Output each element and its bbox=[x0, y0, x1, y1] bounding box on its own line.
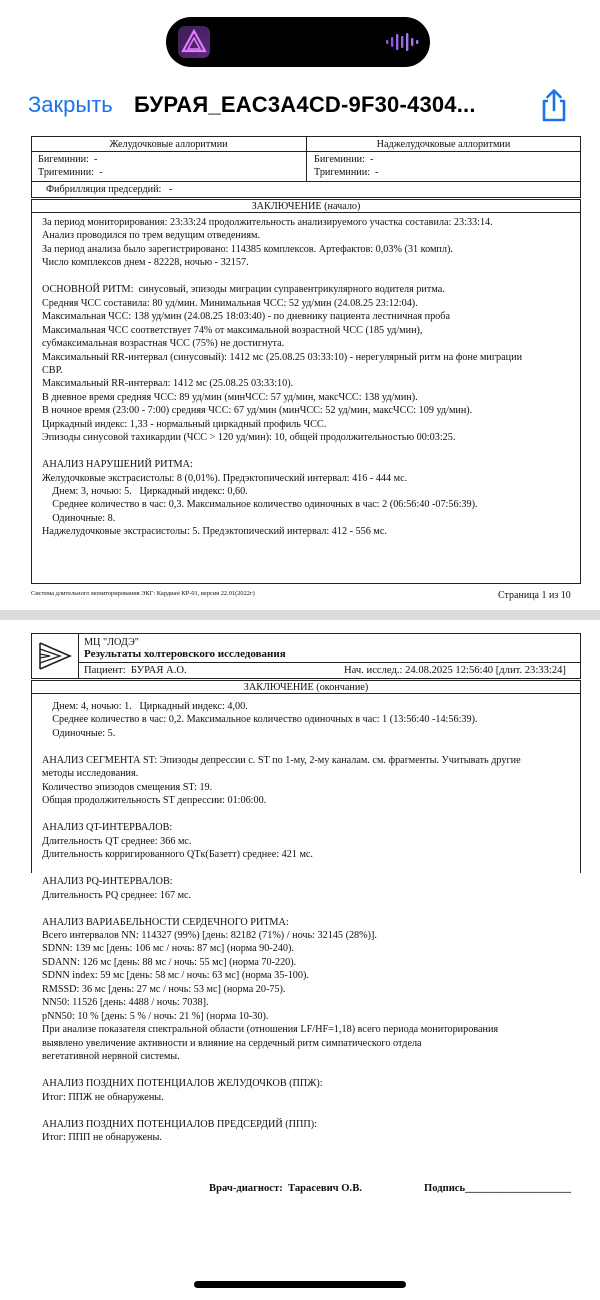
conclusion-line: Длительность корригированного QTк(Базетт) среднее: 421 мс. bbox=[42, 849, 313, 861]
footer-system: Система длительного мониторирования ЭКГ: Кардиан КР-01, версия 22.01(2022г) bbox=[31, 590, 255, 597]
share-icon[interactable] bbox=[538, 88, 570, 122]
table-cell: Бигеминии: - bbox=[38, 154, 98, 165]
conclusion-line: Итог: ППЖ не обнаружены. bbox=[42, 1091, 164, 1103]
afib-row: Фибрилляция предсердий: - bbox=[46, 184, 173, 195]
study-start: Нач. исслед.: 24.08.2025 12:56:40 [длит. 23:33:24] bbox=[344, 665, 566, 676]
conclusion-line: Одиночные: 5. bbox=[42, 727, 116, 739]
conclusion-line: Средняя ЧСС составила: 80 уд/мин. Минимальная ЧСС: 52 уд/мин (24.08.25 23:12:04). bbox=[42, 297, 418, 309]
conclusion-line: выявлено увеличение активности и влияние на сердечный ритм симпатического отдела bbox=[42, 1037, 422, 1049]
conclusion-line: Циркадный индекс: 1,33 - нормальный циркадный профиль ЧСС. bbox=[42, 418, 327, 430]
table-divider bbox=[31, 181, 581, 182]
patient-name: Пациент: БУРАЯ А.О. bbox=[84, 665, 187, 676]
conclusion-line: Эпизоды синусовой тахикардии (ЧСС > 120 уд/мин): 10, общей продолжительностью 00:03:25. bbox=[42, 432, 456, 444]
conclusion-line: NN50: 11526 [день: 4488 / ночь: 7038]. bbox=[42, 997, 209, 1009]
conclusion-line: SDNN: 139 мс [день: 106 мс / ночь: 87 мс] (норма 90-240). bbox=[42, 943, 294, 955]
conclusion-line: Среднее количество в час: 0,3. Максимальное количество одиночных в час: 2 (06:56:40 -07:56:39). bbox=[42, 499, 478, 511]
conclusion-line: АНАЛИЗ СЕГМЕНТА ST: Эпизоды депрессии с. ST по 1-му, 2-му каналам. см. фрагменты. Учитывать другие bbox=[42, 754, 521, 766]
table-cell: Бигеминии: - bbox=[314, 154, 374, 165]
conclusion-line: Число комплексов днем - 82228, ночью - 32157. bbox=[42, 257, 249, 269]
conclusion-line: Наджелудочковые экстрасистолы: 5. Предэктопический интервал: 412 - 556 мс. bbox=[42, 526, 387, 538]
document-title: БУРАЯ_EAC3A4CD-9F30-4304... bbox=[134, 92, 476, 117]
conclusion-line: субмаксимальная возрастная ЧСС (75%) не достигнута. bbox=[42, 338, 285, 350]
clinic-logo-icon bbox=[36, 637, 74, 675]
conclusion-line: Анализ проводился по трем ведущим отведениям. bbox=[42, 230, 261, 242]
clinic-name: МЦ "ЛОДЭ" bbox=[84, 637, 139, 648]
page-number: Страница 1 из 10 bbox=[498, 590, 571, 601]
conclusion-line: SDNN index: 59 мс [день: 58 мс / ночь: 63 мс] (норма 35-100). bbox=[42, 970, 309, 982]
audio-wave-icon bbox=[384, 32, 420, 52]
conclusion-line: Общая продолжительность ST депрессии: 01:06:00. bbox=[42, 795, 267, 807]
conclusion-line: Количество эпизодов смещения ST: 19. bbox=[42, 781, 213, 793]
conclusion-line: RMSSD: 36 мс [день: 27 мс / ночь: 53 мс] (норма 20-75). bbox=[42, 983, 286, 995]
conclusion-line: При анализе показателя спектральной области (отношения LF/HF=1,18) всего периода мониторирования bbox=[42, 1024, 499, 1036]
ventricular-allorhythmia-header: Желудочковые аллоритмии bbox=[109, 139, 228, 150]
conclusion-line: методы исследования. bbox=[42, 768, 139, 780]
conclusion-line: Длительность QT среднее: 366 мс. bbox=[42, 835, 192, 847]
conclusion-line: За период мониторирования: 23:33:24 продолжительность анализируемого участка составила: 23:33:14. bbox=[42, 217, 493, 228]
conclusion-line: АНАЛИЗ ВАРИАБЕЛЬНОСТИ СЕРДЕЧНОГО РИТМА: bbox=[42, 916, 289, 928]
table-divider bbox=[78, 633, 79, 679]
conclusion-line: вегетативной нервной системы. bbox=[42, 1051, 180, 1063]
conclusion-line: SDANN: 126 мс [день: 88 мс / ночь: 55 мс] (норма 70-220). bbox=[42, 956, 297, 968]
dynamic-island bbox=[166, 17, 430, 67]
conclusion-line: Итог: ППП не обнаружены. bbox=[42, 1132, 162, 1144]
conclusion-line: Максимальная ЧСС: 138 уд/мин (24.08.25 18:03:40) - по дневнику пациента лестничная проба bbox=[42, 311, 450, 323]
conclusion-end-header: ЗАКЛЮЧЕНИЕ (окончание) bbox=[243, 682, 369, 693]
conclusion-line: Максимальная ЧСС соответствует 74% от максимальной возрастной ЧСС (185 уд/мин), bbox=[42, 324, 423, 336]
conclusion-line: Среднее количество в час: 0,2. Максимальное количество одиночных в час: 1 (13:56:40 -14:56:39). bbox=[42, 714, 478, 726]
conclusion-line: Днем: 3, ночью: 5. Циркадный индекс: 0,60. bbox=[42, 486, 248, 497]
conclusion-line: АНАЛИЗ PQ-ИНТЕРВАЛОВ: bbox=[42, 876, 173, 888]
conclusion-line: АНАЛИЗ QT-ИНТЕРВАЛОВ: bbox=[42, 822, 173, 834]
table-divider bbox=[78, 662, 581, 663]
conclusion-line: За период анализа было зарегистрировано: 114385 комплексов. Артефактов: 0,03% (31 компл). bbox=[42, 243, 453, 255]
doctor-name: Врач-диагност: Тарасевич О.В. bbox=[209, 1183, 362, 1194]
conclusion-line: В ночное время (23:00 - 7:00) средняя ЧСС: 67 уд/мин (минЧСС: 52 уд/мин, максЧСС: 109 уд/мин). bbox=[42, 405, 473, 417]
conclusion-line: Максимальный RR-интервал: 1412 мс (25.08.25 03:33:10). bbox=[42, 378, 294, 390]
conclusion-line: Желудочковые экстрасистолы: 8 (0,01%). Предэктопический интервал: 416 - 444 мс. bbox=[42, 472, 408, 484]
conclusion-line: Всего интервалов NN: 114327 (99%) [день: 82182 (71%) / ночь: 32145 (28%)]. bbox=[42, 929, 377, 941]
report-title: Результаты холтеровского исследования bbox=[84, 648, 286, 660]
conclusion-line: АНАЛИЗ ПОЗДНИХ ПОТЕНЦИАЛОВ ПРЕДСЕРДИЙ (ППП): bbox=[42, 1118, 317, 1130]
conclusion-line: АНАЛИЗ НАРУШЕНИЙ РИТМА: bbox=[42, 459, 193, 471]
conclusion-line: Максимальный RR-интервал (синусовый): 1412 мс (25.08.25 03:33:10) - нерегулярный ритм на фоне миграции bbox=[42, 351, 523, 363]
conclusion-header: ЗАКЛЮЧЕНИЕ (начало) bbox=[251, 201, 361, 212]
signature-line: Подпись____________________ bbox=[424, 1183, 572, 1194]
conclusion-line: Длительность PQ среднее: 167 мс. bbox=[42, 889, 192, 901]
conclusion-line: ОСНОВНОЙ РИТМ: синусовый, эпизоды миграции суправентрикулярного водителя ритма. bbox=[42, 284, 445, 296]
table-cell: Тригеминии: - bbox=[314, 167, 379, 178]
conclusion-line: СВР. bbox=[42, 364, 63, 376]
conclusion-line: АНАЛИЗ ПОЗДНИХ ПОТЕНЦИАЛОВ ЖЕЛУДОЧКОВ (ППЖ): bbox=[42, 1078, 323, 1090]
conclusion-line: pNN50: 10 % [день: 5 % / ночь: 21 %] (норма 10-30). bbox=[42, 1010, 269, 1022]
conclusion-line: Днем: 4, ночью: 1. Циркадный индекс: 4,00. bbox=[42, 701, 248, 712]
close-button[interactable]: Закрыть bbox=[28, 92, 113, 117]
supraventricular-allorhythmia-header: Наджелудочковые аллоритмии bbox=[376, 139, 511, 150]
home-indicator[interactable] bbox=[194, 1281, 406, 1288]
conclusion-line: В дневное время средняя ЧСС: 89 уд/мин (минЧСС: 57 уд/мин, максЧСС: 138 уд/мин). bbox=[42, 391, 418, 403]
app-logo-icon bbox=[178, 26, 210, 58]
conclusion-line: Одиночные: 8. bbox=[42, 512, 116, 524]
table-cell: Тригеминии: - bbox=[38, 167, 103, 178]
